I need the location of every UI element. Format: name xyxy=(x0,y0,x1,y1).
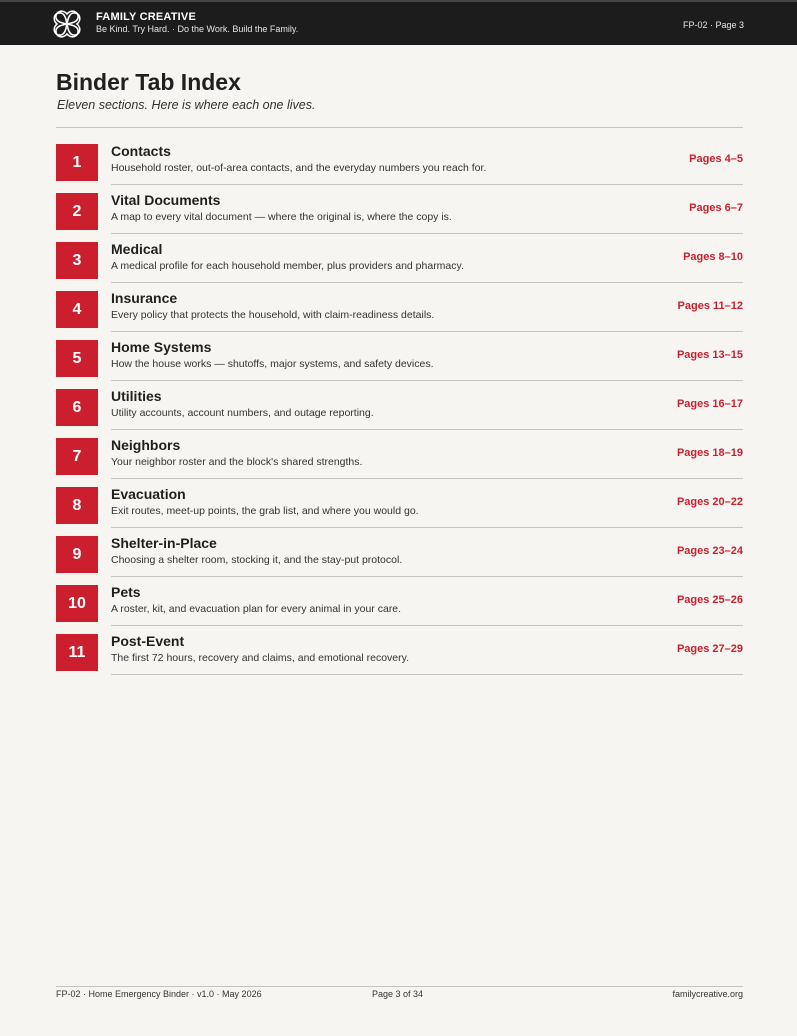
tab-entry-shelter-in-place xyxy=(56,528,743,577)
tab-number-badge: 6 xyxy=(56,389,98,426)
tab-name: Vital Documents xyxy=(111,192,221,208)
tab-entry-vital-documents xyxy=(56,185,743,234)
row-divider xyxy=(111,674,743,675)
page-subtitle: Eleven sections. Here is where each one lives. xyxy=(57,98,316,112)
tab-entry-neighbors xyxy=(56,430,743,479)
tab-description: Utility accounts, account numbers, and outage reporting. xyxy=(111,407,374,419)
tab-name: Shelter-in-Place xyxy=(111,535,217,551)
tab-name: Medical xyxy=(111,241,163,257)
brand-tagline: Be Kind. Try Hard. · Do the Work. Build the Family. xyxy=(96,24,299,34)
tab-description: Your neighbor roster and the block's shared strengths. xyxy=(111,456,363,468)
tab-entry-pets xyxy=(56,577,743,626)
tab-entry-home-systems xyxy=(56,332,743,381)
interlocking-hearts-logo-icon xyxy=(51,8,83,40)
tab-number-badge: 1 xyxy=(56,144,98,181)
tab-page-range: Pages 13–15 xyxy=(676,349,743,361)
tab-number-badge: 7 xyxy=(56,438,98,475)
tab-number-badge: 8 xyxy=(56,487,98,524)
tab-description: The first 72 hours, recovery and claims, and emotional recovery. xyxy=(111,652,410,664)
tab-description: Exit routes, meet-up points, the grab list, and where you would go. xyxy=(111,505,419,517)
tab-name: Post-Event xyxy=(111,633,185,649)
tab-entry-contacts xyxy=(56,136,743,185)
brand-name: FAMILY CREATIVE xyxy=(96,11,196,23)
tab-description: Choosing a shelter room, stocking it, and the stay-put protocol. xyxy=(111,554,403,566)
tab-number-badge: 4 xyxy=(56,291,98,328)
tab-number-badge: 5 xyxy=(56,340,98,377)
document-reference: FP-02 · Page 3 xyxy=(682,20,744,30)
tab-page-range: Pages 18–19 xyxy=(676,447,743,459)
tab-name: Pets xyxy=(111,584,141,600)
tab-page-range: Pages 8–10 xyxy=(683,251,743,263)
page-title: Binder Tab Index xyxy=(56,69,241,95)
tab-name: Contacts xyxy=(111,143,171,159)
tab-page-range: Pages 11–12 xyxy=(677,300,743,312)
tab-name: Neighbors xyxy=(111,437,181,453)
tab-number-badge: 11 xyxy=(56,634,98,671)
tab-page-range: Pages 20–22 xyxy=(676,496,743,508)
footer-website: familycreative.org xyxy=(672,989,743,999)
tab-page-range: Pages 25–26 xyxy=(676,594,743,606)
tab-description: How the house works — shutoffs, major systems, and safety devices. xyxy=(111,358,434,370)
tab-description: Every policy that protects the household, with claim-readiness details. xyxy=(111,309,435,321)
tab-number-badge: 9 xyxy=(56,536,98,573)
tab-number-badge: 10 xyxy=(56,585,98,622)
tab-page-range: Pages 4–5 xyxy=(689,153,743,165)
footer-document-info: FP-02 · Home Emergency Binder · v1.0 · May 2026 xyxy=(56,989,262,999)
tab-description: A medical profile for each household member, plus providers and pharmacy. xyxy=(111,260,464,272)
tab-entry-evacuation xyxy=(56,479,743,528)
tab-entry-post-event xyxy=(56,626,743,675)
tab-entry-medical xyxy=(56,234,743,283)
tab-name: Home Systems xyxy=(111,339,212,355)
tab-entry-utilities xyxy=(56,381,743,430)
tab-entry-insurance xyxy=(56,283,743,332)
tab-page-range: Pages 6–7 xyxy=(689,202,743,214)
tab-index-list xyxy=(56,136,743,675)
footer-divider xyxy=(56,986,743,987)
top-bar xyxy=(0,0,797,45)
title-divider xyxy=(56,127,743,128)
tab-page-range: Pages 16–17 xyxy=(676,398,743,410)
tab-name: Evacuation xyxy=(111,486,186,502)
tab-name: Utilities xyxy=(111,388,162,404)
tab-number-badge: 2 xyxy=(56,193,98,230)
tab-page-range: Pages 23–24 xyxy=(676,545,743,557)
tab-description: Household roster, out-of-area contacts, and the everyday numbers you reach for. xyxy=(111,162,487,174)
tab-description: A map to every vital document — where the original is, where the copy is. xyxy=(111,211,452,223)
tab-page-range: Pages 27–29 xyxy=(676,643,743,655)
footer-page-number: Page 3 of 34 xyxy=(372,989,424,999)
tab-description: A roster, kit, and evacuation plan for every animal in your care. xyxy=(111,603,402,615)
tab-number-badge: 3 xyxy=(56,242,98,279)
tab-name: Insurance xyxy=(111,290,178,306)
